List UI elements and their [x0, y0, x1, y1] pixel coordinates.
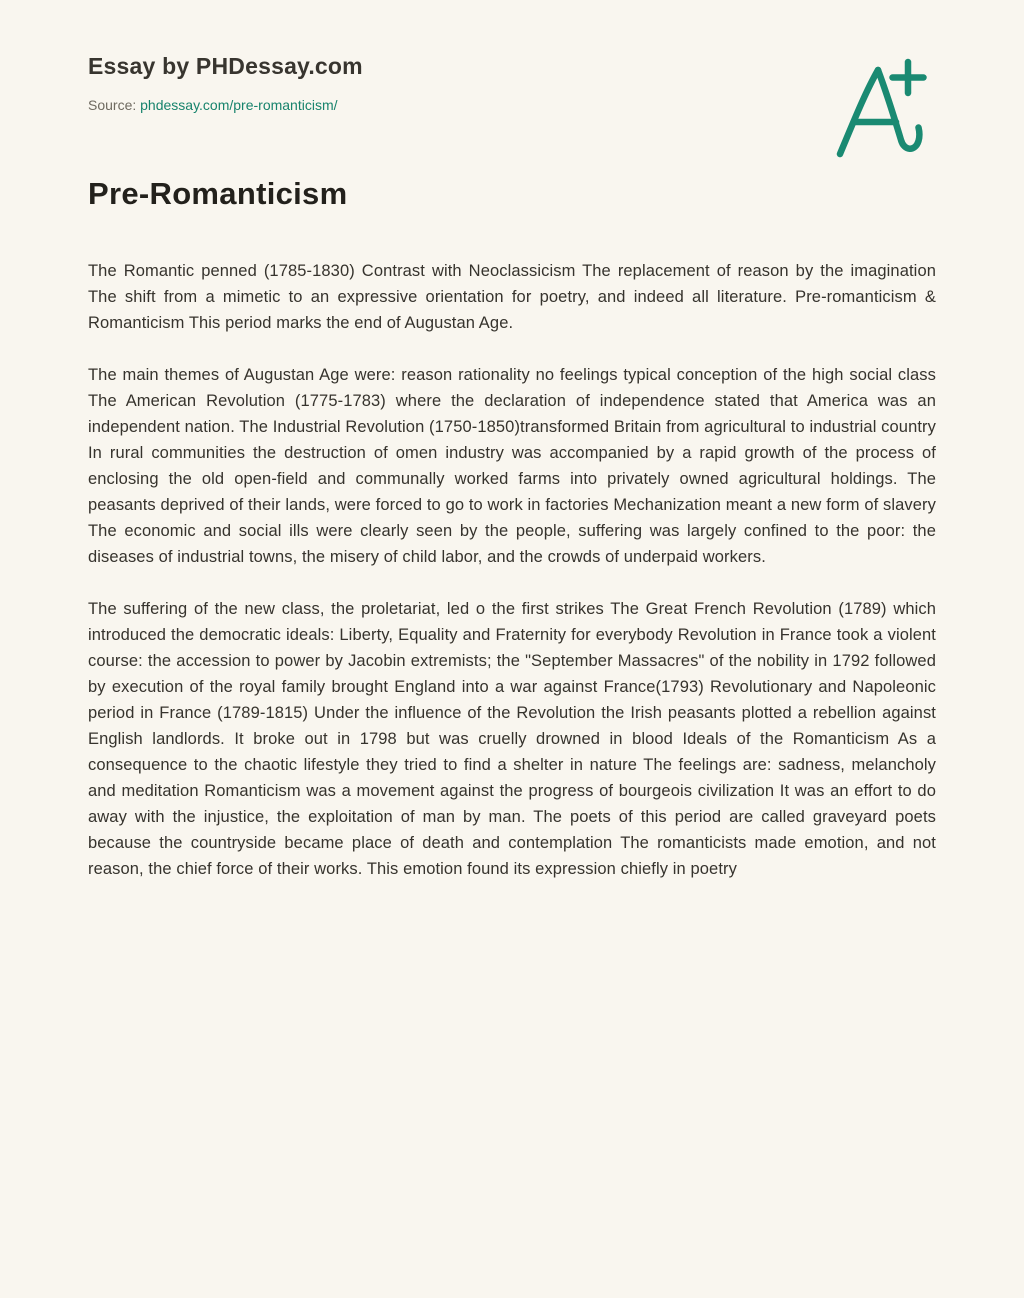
source-link[interactable]: phdessay.com/pre-romanticism/ [140, 97, 338, 113]
page-title: Pre-Romanticism [88, 176, 348, 211]
essay-paragraph-2: The main themes of Augustan Age were: reason rationality no feelings typical conception of the high social class The American Revolution (1775-1783) where the declaration of independence stated that America was an independent nation. The Industrial Revolution (1750-1850)transformed Britain from agricultural to industrial country In rural communities the destruction of omen industry was accompanied by a rapid growth of the process of enclosing the old open-field and communally worked farms into privately owned agricultural holdings. The peasants deprived of their lands, were forced to go to work in factories Mechanization meant a new form of slavery The economic and social ills were clearly seen by the people, suffering was largely confined to the poor: the diseases of industrial towns, the misery of child labor, and the crowds of underpaid workers. [88, 366, 936, 566]
source-row [88, 96, 936, 114]
essay-paragraph-3: The suffering of the new class, the proletariat, led o the first strikes The Great French Revolution (1789) which introduced the democratic ideals: Liberty, Equality and Fraternity for everybody Revolution in France took a violent course: the accession to power by Jacobin extremists; the "September Massacres" of the nobility in 1792 followed by execution of the royal family brought England into a war against France(1793) Revolutionary and Napoleonic period in France (1789-1815) Under the influence of the Revolution the Irish peasants plotted a rebellion against English landlords. It broke out in 1798 but was cruelly drowned in blood Ideals of the Romanticism As a consequence to the chaotic lifestyle they tried to find a shelter in nature The feelings are: sadness, melancholy and meditation Romanticism was a movement against the progress of bourgeois civilization It was an effort to do away with the injustice, the exploitation of man by man. The poets of this period are called graveyard poets because the countryside became place of death and contemplation The romanticists made emotion, and not reason, the chief force of their works. This emotion found its expression chiefly in poetry [88, 600, 936, 878]
source-label: Source: [88, 97, 137, 113]
phdessay-a-plus-logo-icon [828, 58, 928, 162]
essay-paragraph-1: The Romantic penned (1785-1830) Contrast with Neoclassicism The replacement of reason by the imagination The shift from a mimetic to an expressive orientation for poetry, and indeed all literature. Pre-romanticism & Romanticism This period marks the end of Augustan Age. [88, 262, 936, 332]
essay-body [88, 258, 936, 882]
essay-byline: Essay by PHDessay.com [88, 53, 363, 79]
